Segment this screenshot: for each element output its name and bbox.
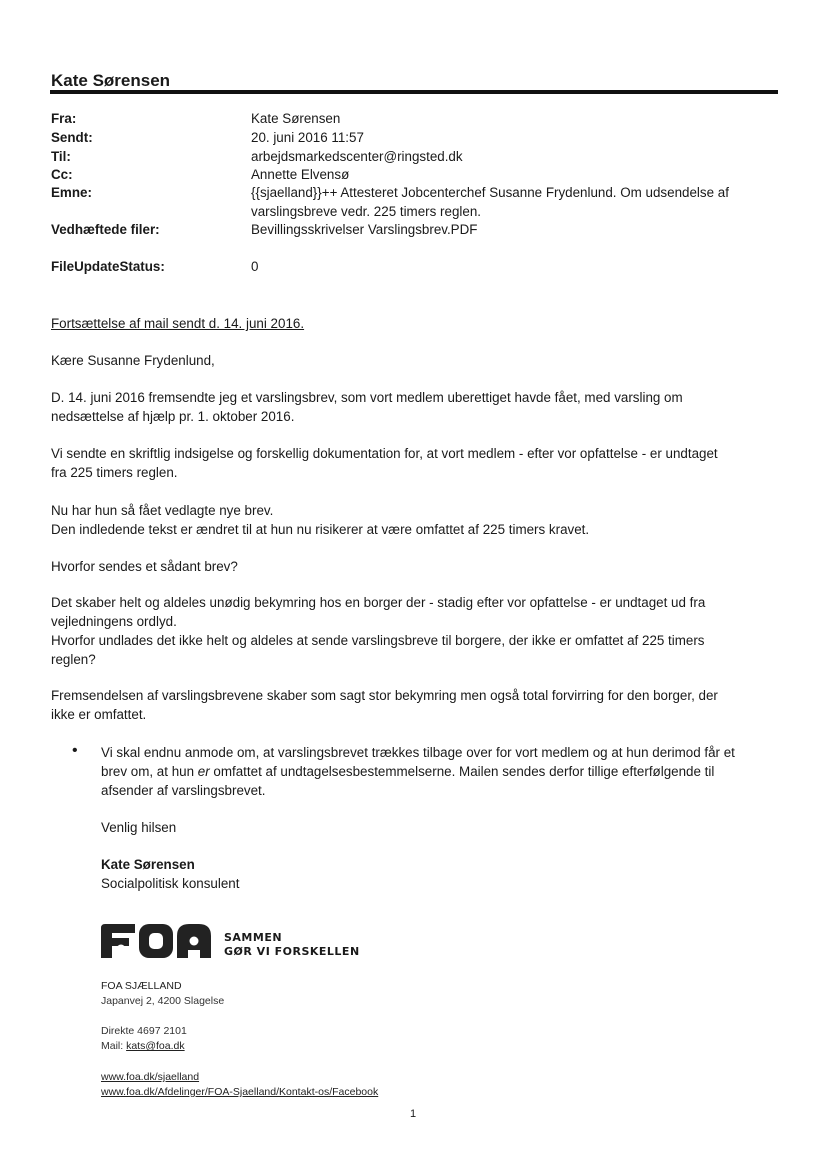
signature-name: Kate Sørensen (101, 857, 195, 872)
file-update-status-value: 0 (251, 259, 259, 274)
continuation-line: Fortsættelse af mail sendt d. 14. juni 2016. (51, 316, 305, 331)
subject-value-line2: varslingsbreve vedr. 225 timers reglen. (251, 204, 481, 219)
from-value: Kate Sørensen (251, 111, 341, 126)
foa-logo-icon (101, 924, 213, 958)
paragraph-2-line-2: fra 225 timers reglen. (51, 465, 178, 480)
paragraph-1-line-2: nedsættelse af hjælp pr. 1. oktober 2016. (51, 409, 295, 424)
mail-link[interactable]: kats@foa.dk (126, 1040, 185, 1052)
to-value: arbejdsmarkedscenter@ringsted.dk (251, 149, 463, 164)
slogan-line-2: GØR VI FORSKELLEN (224, 945, 360, 958)
paragraph-3 (51, 501, 589, 539)
subject-value-line1: {{sjaelland}}++ Attesteret Jobcenterchef Susanne Frydenlund. Om udsendelse af (251, 185, 729, 200)
mail-line (101, 1039, 185, 1053)
paragraph-5-line-4: reglen? (51, 652, 96, 667)
file-update-status-label: FileUpdateStatus: (51, 259, 165, 274)
cc-value: Annette Elvensø (251, 167, 350, 182)
greeting: Kære Susanne Frydenlund, (51, 353, 215, 368)
paragraph-5 (51, 593, 705, 669)
bullet-line-2 (101, 762, 735, 781)
subject-label: Emne: (51, 185, 92, 200)
paragraph-5-line-3: Hvorfor undlades det ikke helt og aldeles at sende varslingsbreve til borgere, der ikke er omfattet af 225 timers (51, 633, 705, 648)
paragraph-3-line-1: Nu har hun så fået vedlagte nye brev. (51, 503, 274, 518)
to-label: Til: (51, 149, 71, 164)
paragraph-6 (51, 686, 718, 724)
org-name: FOA SJÆLLAND (101, 980, 182, 992)
paragraph-5-line-1: Det skaber helt og aldeles unødig bekymring hos en borger der - stadig efter vor opfattelse - er undtaget ud fra (51, 595, 706, 610)
direct-phone: Direkte 4697 2101 (101, 1025, 187, 1037)
from-label: Fra: (51, 111, 77, 126)
org-address: Japanvej 2, 4200 Slagelse (101, 995, 225, 1007)
mail-label: Mail: (101, 1040, 127, 1052)
signature-role: Socialpolitisk konsulent (101, 876, 240, 891)
paragraph-6-line-1: Fremsendelsen af varslingsbrevene skaber som sagt stor bekymring men også total forvirring for den borger, der (51, 688, 718, 703)
paragraph-2 (51, 444, 718, 482)
bullet-line-2-emphasis: er (197, 764, 210, 779)
bullet-line-2-pre: brev om, at hun (101, 764, 198, 779)
bullet-paragraph (101, 743, 735, 800)
foa-logo (101, 924, 213, 958)
bullet-line-3: afsender af varslingsbrevet. (101, 783, 266, 798)
sent-label: Sendt: (51, 130, 93, 145)
paragraph-4: Hvorfor sendes et sådant brev? (51, 559, 238, 574)
slogan-line-1: SAMMEN (224, 931, 283, 944)
page-title: Kate Sørensen (51, 71, 171, 90)
title-divider (50, 90, 778, 94)
attachments-value[interactable]: Bevillingsskrivelser Varslingsbrev.PDF (251, 222, 478, 237)
paragraph-1-line-1: D. 14. juni 2016 fremsendte jeg et varslingsbrev, som vort medlem uberettiget havde fået, med varsling om (51, 390, 683, 405)
facebook-link[interactable]: www.foa.dk/Afdelinger/FOA-Sjaelland/Kontakt-os/Facebook (101, 1086, 379, 1098)
sent-value: 20. juni 2016 11:57 (251, 130, 364, 145)
bullet-line-2-post: omfattet af undtagelsesbestemmelserne. Mailen sendes derfor tillige efterfølgende til (209, 764, 715, 779)
paragraph-5-line-2: vejledningens ordlyd. (51, 614, 177, 629)
paragraph-2-line-1: Vi sendte en skriftlig indsigelse og forskellig dokumentation for, at vort medlem - efter vor opfattelse - er undtaget (51, 446, 718, 461)
cc-label: Cc: (51, 167, 73, 182)
website-link[interactable]: www.foa.dk/sjaelland (101, 1071, 200, 1083)
closing: Venlig hilsen (101, 820, 177, 835)
page-number: 1 (410, 1108, 417, 1120)
bullet-line-1: Vi skal endnu anmode om, at varslingsbrevet trækkes tilbage over for vort medlem og at hun derimod får et (101, 745, 735, 760)
paragraph-6-line-2: ikke er omfattet. (51, 707, 147, 722)
bullet-icon: • (72, 742, 78, 759)
paragraph-3-line-2: Den indledende tekst er ændret til at hun nu risikerer at være omfattet af 225 timers kravet. (51, 522, 590, 537)
attachments-label: Vedhæftede filer: (51, 222, 160, 237)
paragraph-1 (51, 388, 683, 426)
